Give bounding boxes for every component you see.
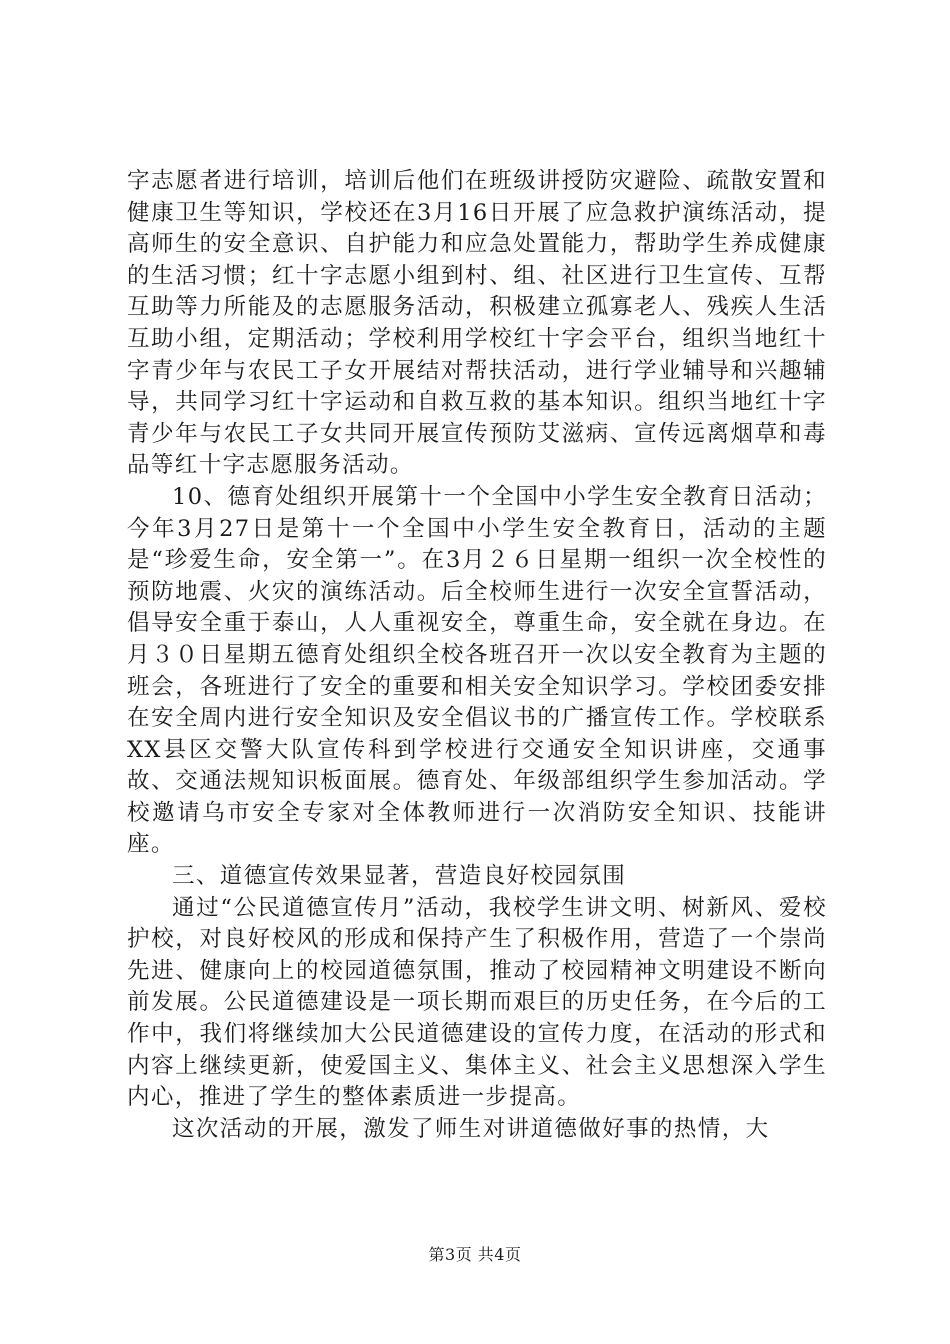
body-text	[127, 166, 827, 1145]
page-number-footer: 第3页 共4页	[428, 1245, 522, 1264]
paragraph-safety-education-day: 10、德育处组织开展第十一个全国中小学生安全教育日活动；今年3月27日是第十一个全国中小学生安全教育日，活动的主题是“珍爱生命，安全第一”。在3月２６日星期一组织一次全校性的预防地震、火灾的演练活动。后全校师生进行一次安全宣誓活动，倡导安全重于泰山，人人重视安全，尊重生命，安全就在身边。在月３０日星期五德育处组织全校各班召开一次以安全教育为主题的班会，各班进行了安全的重要和相关安全知识学习。学校团委安排在安全周内进行安全知识及安全倡议书的广播宣传工作。学校联系XX县区交警大队宣传科到学校进行交通安全知识讲座，交通事故、交通法规知识板面展。德育处、年级部组织学生参加活动。学校邀请乌市安全专家对全体教师进行一次消防安全知识、技能讲座。	[127, 483, 827, 858]
paragraph-red-cross-training: 字志愿者进行培训，培训后他们在班级讲授防灾避险、疏散安置和健康卫生等知识，学校还在3月16日开展了应急救护演练活动，提高师生的安全意识、自护能力和应急处置能力，帮助学生养成健康的生活习惯；红十字志愿小组到村、组、社区进行卫生宣传、互帮互助等力所能及的志愿服务活动，积极建立孤寡老人、残疾人生活互助小组，定期活动；学校利用学校红十字会平台，组织当地红十字青少年与农民工子女开展结对帮扶活动，进行学业辅导和兴趣辅导，共同学习红十字运动和自救互救的基本知识。组织当地红十字青少年与农民工子女共同开展宣传预防艾滋病、宣传远离烟草和毒品等红十字志愿服务活动。	[127, 168, 827, 479]
paragraph-moral-publicity: 通过“公民道德宣传月”活动，我校学生讲文明、树新风、爱校护校，对良好校风的形成和保持产生了积极作用，营造了一个崇尚先进、健康向上的校园道德氛围，推动了校园精神文明建设不断向前发展。公民道德建设是一项长期而艰巨的历史任务，在今后的工作中，我们将继续加大公民道德建设的宣传力度，在活动的形式和内容上继续更新，使爱国主义、集体主义、社会主义思想深入学生内心，推进了学生的整体素质进一步提高。	[127, 894, 827, 1111]
section-heading: 三、道德宣传效果显著，营造良好校园氛围	[172, 863, 627, 890]
paragraph-conclusion: 这次活动的开展，激发了师生对讲道德做好事的热情，大	[172, 1115, 770, 1142]
